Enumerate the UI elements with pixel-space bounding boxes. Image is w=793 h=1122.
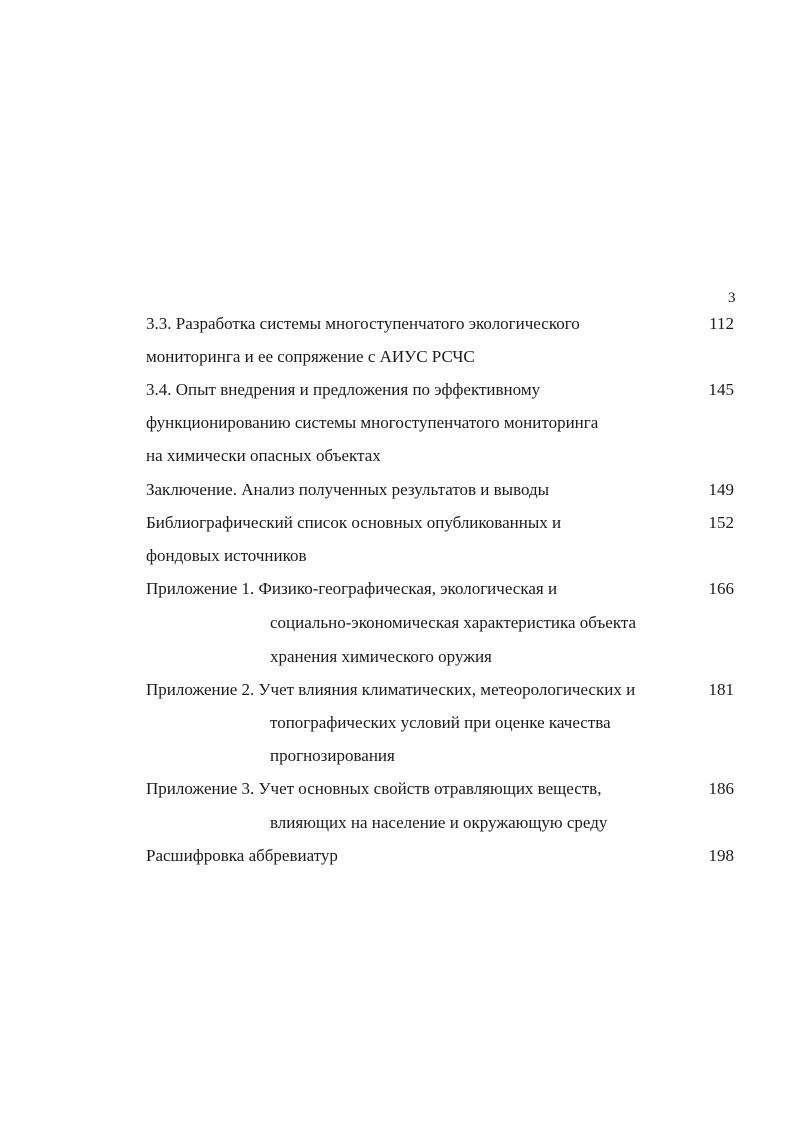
toc-entry-3-4-line-1: 3.4. Опыт внедрения и предложения по эффективному <box>146 380 541 399</box>
toc-entry-bibliography-line-2: фондовых источников <box>146 546 307 565</box>
toc-entry-appendix-3-page: 186 <box>708 779 734 798</box>
toc-entry-appendix-1-page: 166 <box>708 579 734 598</box>
toc-entry-3-3-line-2: мониторинга и ее сопряжение с АИУС РСЧС <box>146 347 475 366</box>
toc-entry-3-4-line-2: функционированию системы многоступенчатого мониторинга <box>146 413 599 432</box>
toc-entry-conclusion-page: 149 <box>708 480 734 499</box>
toc-entry-appendix-2-line-1: Приложение 2. Учет влияния климатических, метеорологических и <box>146 680 636 699</box>
toc-entry-3-3-page: 112 <box>709 314 734 333</box>
toc-entry-conclusion-line-1: Заключение. Анализ полученных результатов и выводы <box>146 480 550 499</box>
toc-entry-appendix-3-line-1: Приложение 3. Учет основных свойств отравляющих веществ, <box>146 779 602 798</box>
toc-entry-3-3-line-1: 3.3. Разработка системы многоступенчатого экологического <box>146 314 580 333</box>
toc-entry-appendix-2-line-3: прогнозирования <box>270 746 395 765</box>
toc-entry-3-4-line-3: на химически опасных объектах <box>146 446 381 465</box>
toc-entry-appendix-2-line-2: топографических условий при оценке качества <box>270 713 611 732</box>
toc-entry-appendix-1-line-1: Приложение 1. Физико-географическая, экологическая и <box>146 579 558 598</box>
toc-entry-appendix-1-line-2: социально-экономическая характеристика объекта <box>270 613 637 632</box>
toc-entry-appendix-2-page: 181 <box>708 680 734 699</box>
toc-entry-3-4-page: 145 <box>708 380 734 399</box>
page-number: 3 <box>728 290 736 306</box>
toc-entry-abbreviations-page: 198 <box>708 846 734 865</box>
toc-entry-appendix-3-line-2: влияющих на население и окружающую среду <box>270 813 608 832</box>
toc-entry-bibliography-line-1: Библиографический список основных опубликованных и <box>146 513 562 532</box>
toc-entry-abbreviations-line-1: Расшифровка аббревиатур <box>146 846 338 865</box>
toc-entry-bibliography-page: 152 <box>708 513 734 532</box>
toc-entry-appendix-1-line-3: хранения химического оружия <box>270 647 492 666</box>
